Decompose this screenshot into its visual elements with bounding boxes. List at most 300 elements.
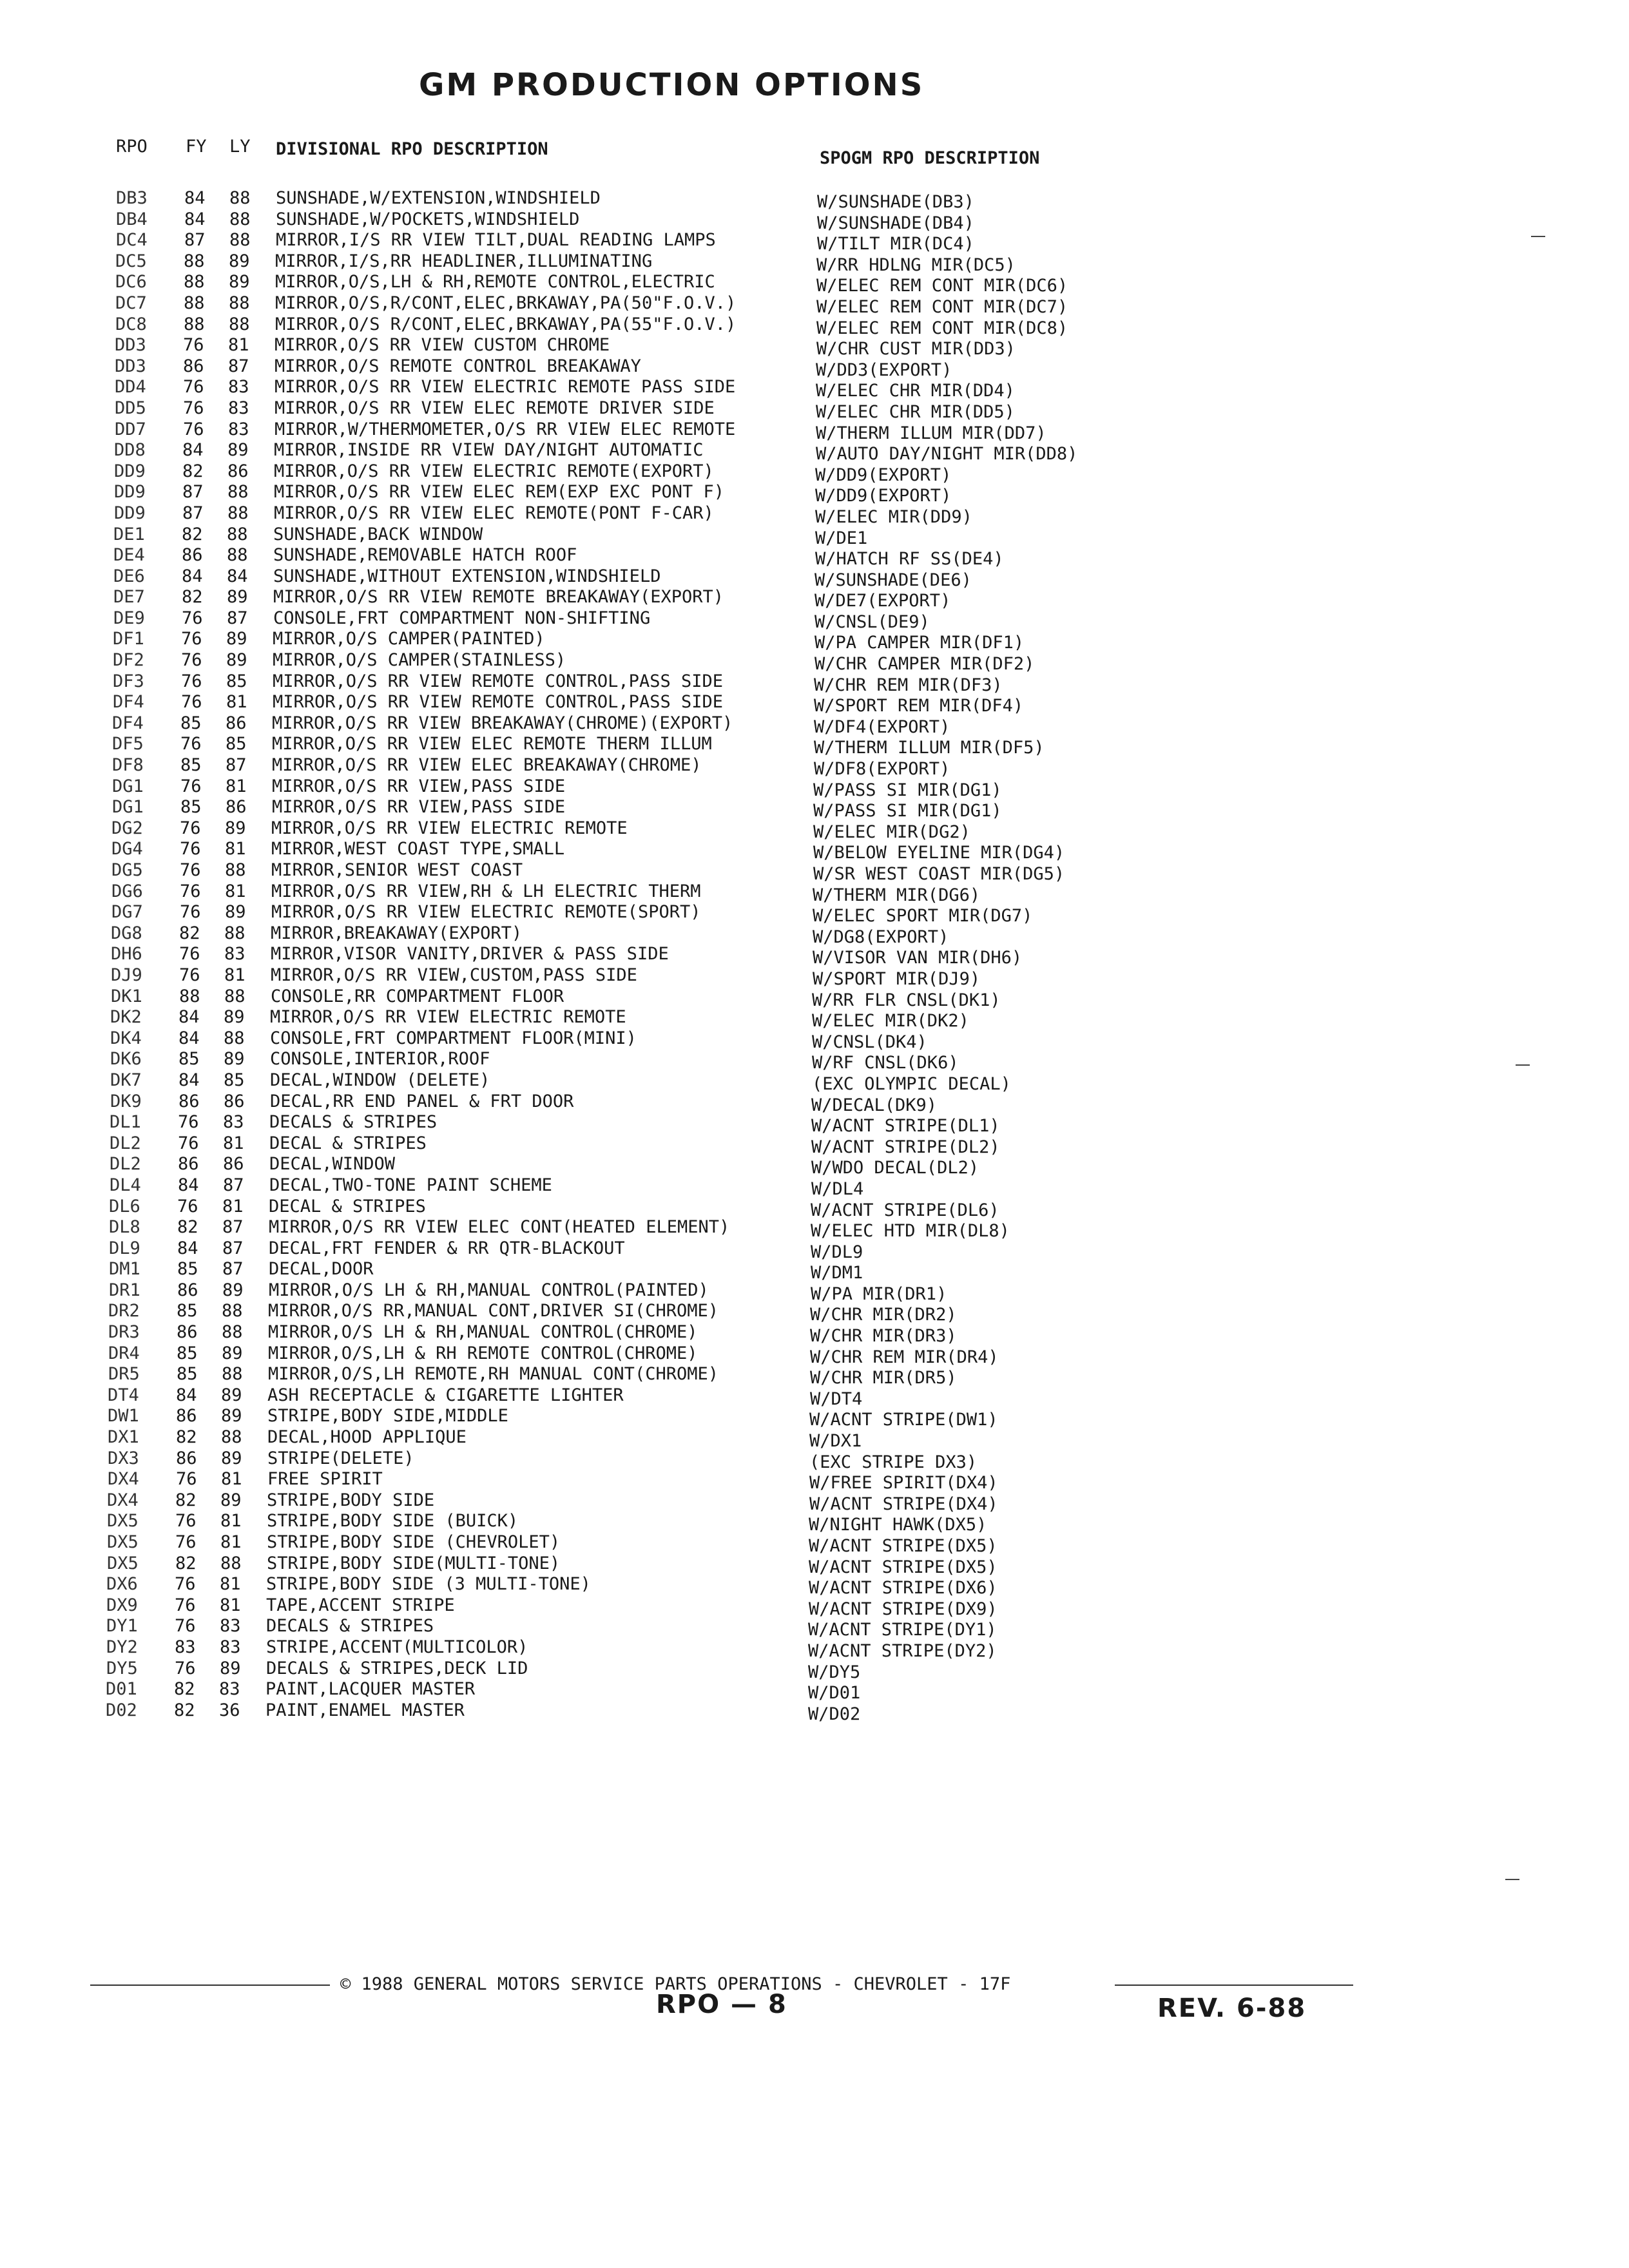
first-year: 86 [176, 1406, 197, 1427]
last-year: 86 [224, 1091, 245, 1111]
last-year: 87 [222, 1217, 244, 1238]
spogm-description: W/SPORT MIR(DJ9) [813, 968, 981, 989]
first-year: 76 [180, 818, 201, 838]
table-row [0, 482, 1629, 506]
spogm-description: W/ELEC MIR(DK2) [812, 1011, 969, 1032]
first-year: 86 [178, 1154, 199, 1175]
spogm-description: W/TILT MIR(DC4) [817, 234, 974, 255]
divisional-description: MIRROR,O/S RR VIEW ELEC BREAKAWAY(CHROME) [272, 755, 702, 776]
first-year: 82 [182, 524, 203, 544]
first-year: 82 [179, 923, 200, 943]
spogm-description: W/CHR MIR(DR2) [810, 1305, 957, 1325]
rpo-code: DL4 [110, 1175, 141, 1195]
divisional-description: DECALS & STRIPES [266, 1616, 434, 1637]
rpo-code: DY1 [106, 1616, 138, 1637]
table-row [0, 1637, 1629, 1661]
first-year: 88 [184, 293, 205, 313]
table-row [0, 986, 1629, 1008]
spogm-description: W/CNSL(DE9) [815, 611, 930, 632]
table-row [0, 587, 1629, 611]
divisional-description: MIRROR,O/S RR VIEW ELECTRIC REMOTE [270, 1007, 626, 1028]
table-row [0, 692, 1629, 716]
rpo-code: DF1 [113, 629, 144, 649]
spogm-description: W/ELEC HTD MIR(DL8) [811, 1221, 1010, 1242]
divisional-description: FREE SPIRIT [267, 1469, 383, 1490]
spogm-description: W/ACNT STRIPE(DY2) [808, 1640, 997, 1661]
rpo-code: DL6 [109, 1196, 140, 1216]
footer-rule-right [1115, 1984, 1353, 1986]
last-year: 83 [220, 1637, 241, 1657]
last-year: 88 [227, 482, 249, 503]
spogm-description: W/ELEC REM CONT MIR(DC7) [816, 296, 1068, 317]
first-year: 84 [178, 1028, 200, 1048]
rpo-code: DG4 [111, 839, 143, 860]
first-year: 76 [181, 650, 202, 671]
first-year: 82 [176, 1427, 197, 1448]
table-row [0, 1448, 1629, 1470]
divisional-description: MIRROR,O/S RR VIEW ELEC REMOTE(PONT F-CAR) [274, 503, 714, 523]
divisional-description: CONSOLE,FRT COMPARTMENT NON-SHIFTING [273, 608, 651, 628]
first-year: 82 [175, 1553, 197, 1573]
divisional-description: MIRROR,O/S,LH & RH,REMOTE CONTROL,ELECTRIC [275, 272, 715, 293]
table-row [0, 1343, 1629, 1365]
revision-date: REV. 6-88 [1157, 1994, 1307, 2023]
table-row [0, 1385, 1629, 1407]
last-year: 88 [224, 923, 246, 943]
first-year: 84 [176, 1385, 197, 1405]
spogm-description: W/PA CAMPER MIR(DF1) [815, 633, 1025, 653]
first-year: 84 [178, 1007, 200, 1028]
first-year: 85 [177, 1364, 198, 1385]
table-row [0, 1574, 1629, 1599]
last-year: 88 [222, 1301, 243, 1321]
table-row [0, 1595, 1629, 1617]
last-year: 89 [220, 1658, 241, 1678]
rpo-code: DL8 [109, 1217, 140, 1238]
spogm-description: W/ELEC CHR MIR(DD5) [816, 401, 1015, 422]
table-row [0, 1196, 1629, 1218]
divisional-description: MIRROR,O/S CAMPER(PAINTED) [273, 629, 545, 649]
table-row [0, 1070, 1629, 1094]
last-year: 86 [226, 713, 247, 733]
table-row [0, 1238, 1629, 1260]
first-year: 76 [180, 860, 201, 880]
rpo-code: DR3 [108, 1322, 140, 1343]
last-year: 81 [222, 1196, 244, 1216]
divisional-description: SUNSHADE,BACK WINDOW [273, 524, 483, 544]
last-year: 88 [222, 1322, 243, 1343]
divisional-description: DECALS & STRIPES [269, 1112, 438, 1133]
rpo-code: DF4 [112, 713, 144, 733]
divisional-description: CONSOLE,FRT COMPARTMENT FLOOR(MINI) [270, 1028, 637, 1048]
rpo-code: DX9 [106, 1595, 138, 1615]
divisional-description: MIRROR,O/S,LH REMOTE,RH MANUAL CONT(CHROME) [268, 1364, 718, 1385]
footer-rule-left [90, 1984, 330, 1986]
spogm-description: W/DD9(EXPORT) [815, 465, 952, 485]
first-year: 82 [174, 1679, 195, 1700]
spogm-description: W/WDO DECAL(DL2) [811, 1158, 979, 1178]
divisional-description: STRIPE,BODY SIDE,MIDDLE [267, 1406, 508, 1427]
divisional-description: MIRROR,O/S R/CONT,ELEC,BRKAWAY,PA(55"F.O.V.) [275, 314, 737, 334]
divisional-description: MIRROR,WEST COAST TYPE,SMALL [271, 839, 565, 860]
spogm-description: W/SR WEST COAST MIR(DG5) [813, 864, 1065, 884]
last-year: 89 [222, 1343, 243, 1363]
rpo-code: DX1 [108, 1427, 139, 1448]
spogm-description: W/BELOW EYELINE MIR(DG4) [813, 843, 1065, 863]
last-year: 81 [225, 839, 246, 860]
table-row [0, 1469, 1629, 1494]
table-row [0, 671, 1629, 693]
rpo-code: DF5 [112, 734, 144, 754]
spogm-description: W/ELEC CHR MIR(DD4) [816, 381, 1015, 401]
rpo-code: DR4 [108, 1343, 140, 1363]
first-year: 88 [184, 272, 205, 293]
rpo-code: DG5 [111, 860, 143, 880]
spogm-description: W/DECAL(DK9) [811, 1095, 938, 1115]
table-row [0, 566, 1629, 588]
last-year: 87 [227, 608, 248, 628]
rpo-code: DH6 [111, 944, 142, 965]
table-row [0, 1406, 1629, 1430]
rpo-code: DF8 [112, 755, 144, 776]
divisional-description: DECAL & STRIPES [269, 1196, 426, 1216]
last-year: 83 [228, 377, 249, 398]
table-row [0, 545, 1629, 570]
divisional-description: MIRROR,INSIDE RR VIEW DAY/NIGHT AUTOMATIC [274, 440, 704, 461]
first-year: 84 [184, 209, 206, 229]
rpo-code: DD9 [114, 482, 146, 503]
divisional-description: STRIPE(DELETE) [267, 1448, 414, 1468]
last-year: 88 [225, 860, 246, 880]
rpo-code: DX4 [108, 1469, 139, 1490]
spogm-description: W/DD9(EXPORT) [815, 486, 952, 506]
table-row [0, 1679, 1629, 1704]
rpo-code: DC6 [115, 272, 147, 293]
spogm-description: W/ACNT STRIPE(DY1) [808, 1620, 997, 1640]
last-year: 84 [227, 566, 248, 586]
last-year: 87 [228, 356, 249, 376]
divisional-description: MIRROR,O/S RR VIEW ELEC REMOTE DRIVER SIDE [275, 398, 715, 418]
divisional-description: SUNSHADE,REMOVABLE HATCH ROOF [273, 545, 577, 566]
divisional-description: MIRROR,O/S RR VIEW BREAKAWAY(CHROME)(EXPORT) [272, 713, 733, 733]
table-row [0, 440, 1629, 465]
divisional-description: PAINT,ENAMEL MASTER [265, 1700, 465, 1720]
table-row [0, 1553, 1629, 1575]
spogm-description: W/ELEC REM CONT MIR(DC8) [816, 318, 1068, 338]
spogm-description: W/ACNT STRIPE(DX5) [809, 1536, 998, 1556]
table-row [0, 713, 1629, 735]
first-year: 82 [182, 587, 203, 608]
first-year: 76 [180, 734, 202, 754]
divisional-description: DECAL,TWO-TONE PAINT SCHEME [269, 1175, 552, 1195]
spogm-description: W/CHR REM MIR(DF3) [814, 675, 1003, 695]
first-year: 76 [182, 608, 203, 628]
last-year: 88 [229, 188, 251, 208]
spogm-description: W/ACNT STRIPE(DX9) [809, 1599, 998, 1619]
last-year: 89 [226, 629, 247, 649]
last-year: 87 [226, 755, 247, 776]
divisional-description: MIRROR,O/S RR VIEW CUSTOM CHROME [275, 335, 610, 356]
first-year: 85 [180, 797, 202, 818]
rpo-code: DE7 [113, 587, 145, 608]
last-year: 86 [226, 797, 247, 818]
divisional-description: DECAL & STRIPES [269, 1133, 427, 1153]
last-year: 89 [221, 1448, 242, 1468]
first-year: 76 [180, 881, 201, 901]
table-row [0, 1028, 1629, 1050]
table-row [0, 797, 1629, 822]
rpo-code: DD3 [115, 356, 146, 376]
spogm-description: (EXC STRIPE DX3) [809, 1452, 978, 1472]
table-row [0, 1700, 1629, 1722]
last-year: 83 [224, 944, 246, 965]
rpo-code: DY5 [106, 1658, 138, 1678]
last-year: 83 [220, 1616, 241, 1637]
first-year: 87 [182, 503, 204, 523]
divisional-description: MIRROR,O/S RR VIEW REMOTE CONTROL,PASS SIDE [273, 692, 723, 713]
spogm-description: W/PASS SI MIR(DG1) [813, 780, 1002, 800]
spogm-description: W/ACNT STRIPE(DX4) [809, 1494, 998, 1514]
header-rpo: RPO [116, 137, 148, 157]
divisional-description: DECAL,WINDOW (DELETE) [270, 1070, 490, 1090]
rpo-code: DL2 [110, 1133, 141, 1153]
spogm-description: W/ACNT STRIPE(DX5) [809, 1557, 998, 1577]
first-year: 76 [180, 839, 201, 860]
divisional-description: MIRROR,VISOR VANITY,DRIVER & PASS SIDE [271, 944, 669, 965]
last-year: 81 [226, 692, 247, 713]
rpo-code: DK1 [111, 986, 142, 1006]
rpo-code: DK9 [110, 1091, 142, 1111]
table-row [0, 1217, 1629, 1242]
rpo-code: DC8 [115, 314, 147, 334]
spogm-description: W/PA MIR(DR1) [811, 1283, 947, 1304]
header-spogm: SPOGM RPO DESCRIPTION [820, 148, 1040, 168]
rpo-code: DL2 [110, 1154, 141, 1175]
divisional-description: MIRROR,O/S RR VIEW,PASS SIDE [272, 776, 566, 796]
last-year: 83 [228, 398, 249, 418]
rpo-code: DD9 [114, 503, 146, 523]
divisional-description: MIRROR,I/S RR VIEW TILT,DUAL READING LAMPS [276, 230, 716, 251]
last-year: 88 [229, 209, 251, 229]
table-row [0, 188, 1629, 212]
rpo-code: DL9 [109, 1238, 140, 1258]
table-row [0, 1616, 1629, 1640]
divisional-description: MIRROR,I/S,RR HEADLINER,ILLUMINATING [275, 251, 653, 271]
first-year: 88 [184, 251, 205, 271]
rpo-code: DX5 [107, 1532, 139, 1552]
divisional-description: STRIPE,BODY SIDE(MULTI-TONE) [267, 1553, 561, 1573]
page-title: GM PRODUCTION OPTIONS [419, 67, 925, 103]
table-row [0, 1532, 1629, 1556]
table-row [0, 734, 1629, 758]
last-year: 81 [220, 1574, 241, 1595]
rpo-code: DD3 [115, 335, 146, 356]
rpo-code: DG6 [111, 881, 143, 901]
divisional-description: DECALS & STRIPES,DECK LID [266, 1658, 528, 1678]
divisional-description: SUNSHADE,W/POCKETS,WINDSHIELD [276, 209, 580, 229]
spogm-description: W/SUNSHADE(DB3) [817, 192, 974, 212]
rpo-code: DL1 [110, 1112, 141, 1133]
first-year: 86 [183, 356, 204, 376]
spogm-description: W/THERM ILLUM MIR(DD7) [816, 423, 1046, 443]
page-number: RPO — 8 [656, 1990, 787, 2019]
last-year: 88 [221, 1427, 242, 1448]
divisional-description: SUNSHADE,WITHOUT EXTENSION,WINDSHIELD [273, 566, 661, 586]
last-year: 88 [222, 1364, 243, 1385]
spogm-description: W/SPORT REM MIR(DF4) [814, 696, 1024, 716]
divisional-description: MIRROR,O/S RR VIEW REMOTE CONTROL,PASS SIDE [273, 671, 723, 691]
divisional-description: MIRROR,O/S RR VIEW,CUSTOM,PASS SIDE [271, 965, 637, 985]
divisional-description: MIRROR,O/S RR VIEW ELEC CONT(HEATED ELEMENT) [269, 1217, 730, 1238]
divisional-description: DECAL,RR END PANEL & FRT DOOR [270, 1091, 574, 1111]
spogm-description: W/ACNT STRIPE(DL6) [811, 1200, 999, 1220]
spogm-description: W/D02 [808, 1704, 861, 1724]
rpo-code: DK7 [110, 1070, 142, 1090]
divisional-description: TAPE,ACCENT STRIPE [266, 1595, 455, 1615]
rpo-code: DD4 [115, 377, 146, 398]
divisional-description: MIRROR,O/S CAMPER(STAINLESS) [273, 650, 566, 671]
divisional-description: MIRROR,O/S LH & RH,MANUAL CONTROL(CHROME) [268, 1322, 698, 1343]
rpo-code: DX3 [108, 1448, 139, 1468]
first-year: 88 [179, 986, 200, 1006]
rpo-code: DX5 [107, 1553, 139, 1573]
rpo-code: DD7 [115, 419, 146, 439]
first-year: 87 [182, 482, 204, 503]
spogm-description: W/ELEC SPORT MIR(DG7) [813, 906, 1033, 927]
spogm-description: W/DM1 [811, 1263, 863, 1283]
table-row [0, 1280, 1629, 1302]
rpo-code: DG2 [111, 818, 143, 838]
divisional-description: STRIPE,BODY SIDE (3 MULTI-TONE) [266, 1574, 591, 1595]
first-year: 76 [183, 419, 204, 439]
rpo-code: DC5 [115, 251, 147, 271]
last-year: 89 [222, 1280, 244, 1300]
table-row [0, 1322, 1629, 1347]
table-row [0, 272, 1629, 296]
divisional-description: MIRROR,O/S RR,MANUAL CONT,DRIVER SI(CHROME) [268, 1301, 718, 1321]
spogm-description: (EXC OLYMPIC DECAL) [812, 1073, 1011, 1094]
table-row [0, 230, 1629, 255]
copyright-text: © 1988 GENERAL MOTORS SERVICE PARTS OPERATIONS - CHEVROLET - 17F [340, 1974, 1011, 1994]
first-year: 86 [177, 1322, 198, 1343]
divisional-description: STRIPE,ACCENT(MULTICOLOR) [266, 1637, 528, 1657]
divisional-description: PAINT,LACQUER MASTER [265, 1679, 476, 1700]
first-year: 83 [175, 1637, 196, 1657]
first-year: 86 [176, 1448, 197, 1468]
last-year: 89 [229, 251, 250, 271]
header-fy: FY [186, 137, 207, 157]
rpo-code: DM1 [109, 1259, 140, 1280]
last-year: 85 [224, 1070, 245, 1090]
first-year: 86 [182, 545, 203, 566]
table-row [0, 314, 1629, 336]
table-row [0, 419, 1629, 441]
table-row [0, 818, 1629, 840]
first-year: 82 [175, 1490, 197, 1510]
last-year: 81 [225, 881, 246, 901]
spogm-description: W/ELEC MIR(DD9) [815, 506, 972, 527]
spogm-description: W/CHR MIR(DR5) [810, 1368, 957, 1389]
rpo-code: DB4 [116, 209, 148, 229]
last-year: 83 [223, 1112, 244, 1133]
rpo-code: DF2 [113, 650, 144, 671]
spogm-description: W/VISOR VAN MIR(DH6) [813, 948, 1023, 968]
table-row [0, 209, 1629, 231]
margin-mark [1516, 1064, 1530, 1066]
spogm-description: W/SUNSHADE(DB4) [817, 213, 974, 233]
rpo-code: DE1 [113, 524, 145, 544]
last-year: 89 [225, 902, 246, 923]
rpo-code: D02 [106, 1700, 137, 1720]
first-year: 82 [182, 461, 204, 481]
divisional-description: MIRROR,W/THERMOMETER,O/S RR VIEW ELEC REMOTE [275, 419, 736, 439]
spogm-description: W/CNSL(DK4) [812, 1032, 927, 1052]
last-year: 88 [227, 524, 248, 544]
first-year: 76 [175, 1616, 196, 1637]
first-year: 84 [184, 188, 206, 208]
table-row [0, 923, 1629, 945]
first-year: 84 [177, 1238, 198, 1258]
spogm-description: W/ELEC MIR(DG2) [813, 822, 970, 842]
rpo-code: DK4 [110, 1028, 142, 1048]
last-year: 86 [223, 1154, 244, 1175]
spogm-description: W/DD3(EXPORT) [816, 360, 952, 380]
first-year: 76 [183, 377, 204, 398]
rpo-code: DR2 [108, 1301, 140, 1321]
last-year: 85 [226, 734, 247, 754]
first-year: 76 [178, 1133, 199, 1153]
spogm-description: W/DG8(EXPORT) [813, 927, 949, 947]
first-year: 76 [181, 629, 202, 649]
table-row [0, 398, 1629, 422]
first-year: 76 [183, 398, 204, 418]
first-year: 76 [175, 1532, 197, 1552]
divisional-description: MIRROR,O/S RR VIEW ELEC REMOTE THERM ILLUM [272, 734, 712, 754]
rpo-code: DE9 [113, 608, 145, 628]
spogm-description: W/CHR REM MIR(DR4) [810, 1347, 999, 1367]
table-row [0, 881, 1629, 903]
first-year: 84 [178, 1175, 199, 1195]
last-year: 89 [224, 1049, 245, 1070]
table-row [0, 1112, 1629, 1137]
rpo-code: DD8 [114, 440, 146, 461]
rpo-code: DK6 [110, 1049, 142, 1070]
last-year: 89 [227, 440, 249, 461]
rpo-code: D01 [106, 1679, 137, 1700]
first-year: 76 [181, 671, 202, 691]
rpo-code: DW1 [108, 1406, 139, 1427]
rpo-code: DG8 [111, 923, 142, 943]
rpo-code: DD9 [114, 461, 146, 481]
table-row [0, 335, 1629, 360]
rpo-code: DX4 [107, 1490, 139, 1510]
table-row [0, 377, 1629, 401]
spogm-description: W/ACNT STRIPE(DL2) [811, 1137, 1000, 1157]
last-year: 87 [223, 1175, 244, 1195]
rpo-code: DT4 [108, 1385, 139, 1405]
first-year: 76 [183, 335, 204, 356]
rpo-code: DC4 [116, 230, 148, 251]
divisional-description: ASH RECEPTACLE & CIGARETTE LIGHTER [267, 1385, 624, 1405]
last-year: 89 [225, 818, 246, 838]
spogm-description: W/RR HDLNG MIR(DC5) [816, 255, 1016, 275]
divisional-description: STRIPE,BODY SIDE [267, 1490, 435, 1510]
spogm-description: W/DE7(EXPORT) [815, 591, 951, 611]
first-year: 87 [184, 230, 206, 251]
rpo-code: DB3 [116, 188, 148, 208]
divisional-description: MIRROR,O/S,LH & RH REMOTE CONTROL(CHROME) [268, 1343, 698, 1363]
divisional-description: DECAL,DOOR [269, 1259, 374, 1280]
